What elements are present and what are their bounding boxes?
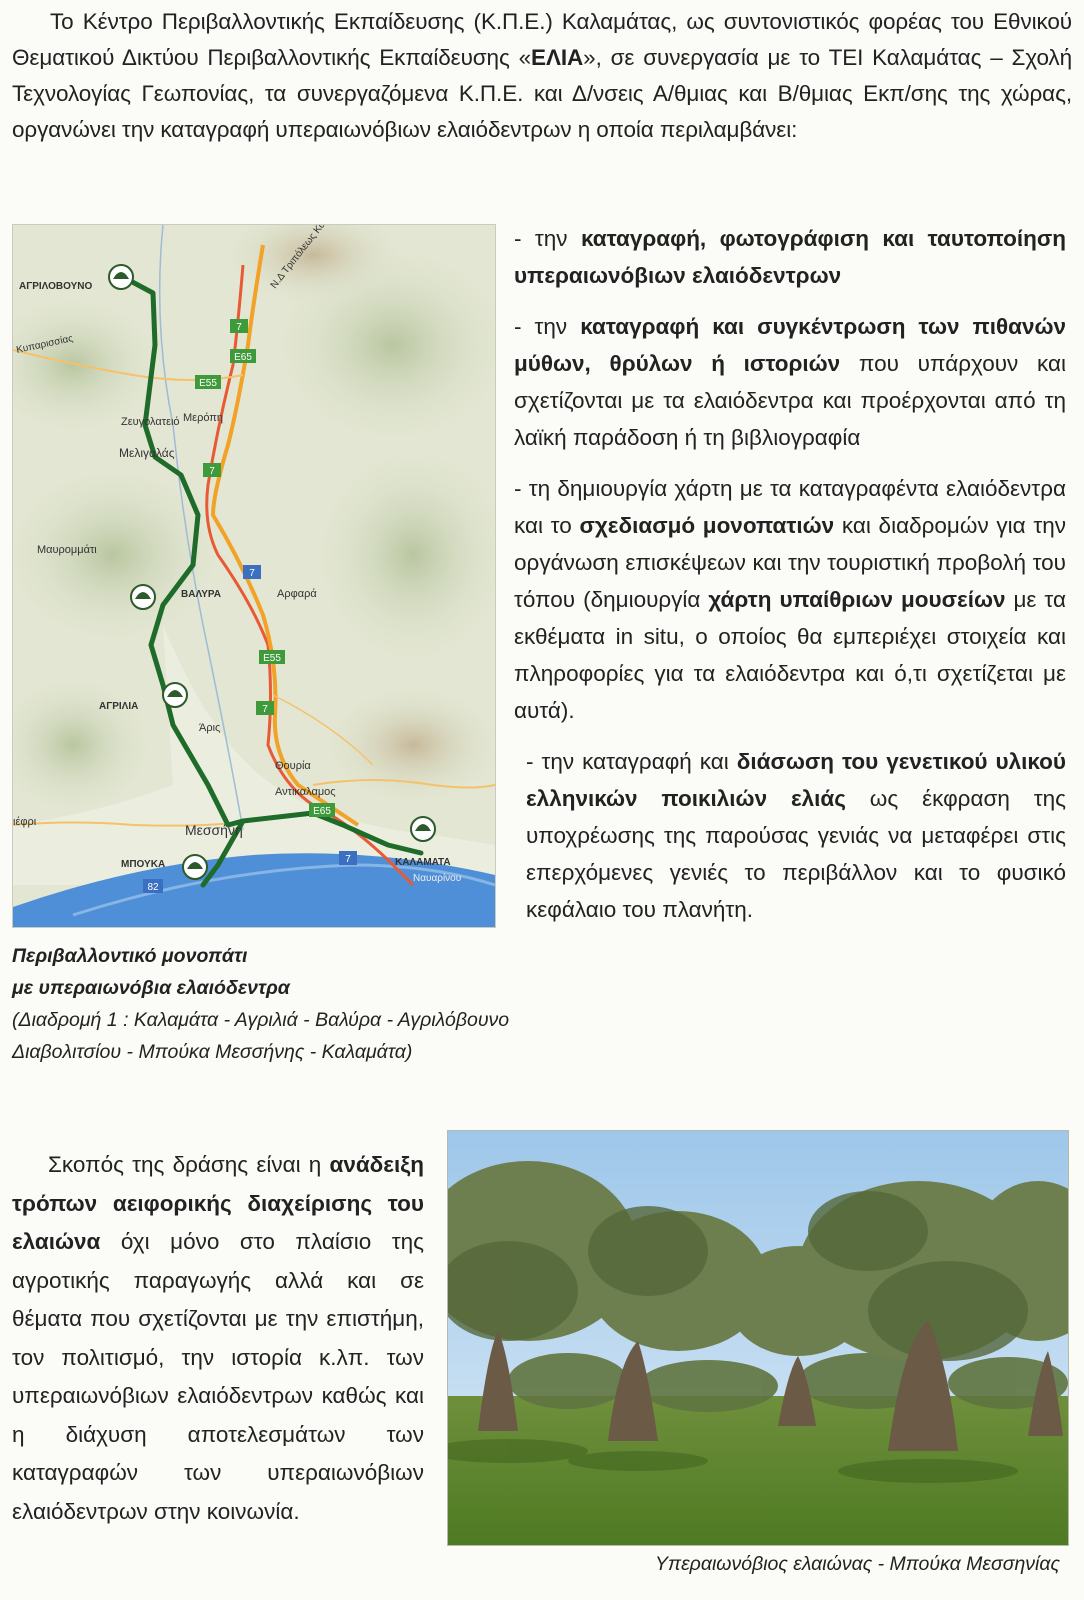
intro-paragraph xyxy=(12,4,1072,148)
label-mpouka: ΜΠΟΥΚΑ xyxy=(121,859,166,870)
svg-text:7: 7 xyxy=(345,854,351,865)
marker-valyra xyxy=(131,585,155,609)
marker-kalamata xyxy=(411,817,435,841)
text-segment: ως έκφραση της υποχρέωσης της παρούσας γενιάς να μεταφέρει στις επερχόμενες γενιές το περιβάλλον και το φυσικό κεφάλαιο του πλανήτη. xyxy=(526,786,1066,922)
marker-agrilovouno xyxy=(109,265,133,289)
text-segment: με τα εκθέματα in situ, ο οποίος θα εμπεριέχει στοιχεία και πληροφορίες για τα ελαιόδεντρα και ό,τι σχετίζεται με αυτά). xyxy=(514,587,1067,723)
label-messini: Μεσσήνη xyxy=(185,822,243,838)
label-agrilia: ΑΓΡΙΛΙΑ xyxy=(99,701,139,712)
road-badge-e65b xyxy=(309,803,335,817)
label-kalamata: ΚΑΛΑΜΑΤΑ xyxy=(395,857,451,868)
svg-text:E55: E55 xyxy=(263,653,281,664)
text-segment: - τη δημιουργία χάρτη με τα καταγραφέντα ελαιόδεντρα και το xyxy=(514,476,1066,538)
text-segment: Το Κέντρο Περιβαλλοντικής Εκπαίδευσης (Κ.Π.Ε.) Καλαμάτας, ως συντονιστικός φορέας του Εθνικού Θεματικού Δικτύου Περιβαλλοντικής Εκπαίδευσης « xyxy=(12,9,1072,70)
label-kyparissias: Κυπαρισσίας xyxy=(15,333,75,356)
svg-text:7: 7 xyxy=(249,568,255,579)
svg-text:E55: E55 xyxy=(199,378,217,389)
road-badge-7e xyxy=(339,851,357,865)
bold-text: χάρτη υπαίθριων μουσείων xyxy=(708,587,1006,612)
road-badge-e55b xyxy=(259,650,285,664)
label-efri: ιέφρι xyxy=(13,816,37,828)
label-zevgolatio: Ζευγολατειό xyxy=(121,416,180,428)
scope-paragraph xyxy=(12,1146,424,1531)
bold-text: ανάδειξη τρόπων αειφορικής διαχείρισης του ελαιώνα xyxy=(12,1152,424,1254)
olive-grove-photo xyxy=(447,1130,1069,1546)
label-aris: Άρις xyxy=(199,722,221,734)
bold-text: σχεδιασμό μονοπατιών xyxy=(579,513,835,538)
label-mavrommati: Μαυρομμάτι xyxy=(37,544,97,556)
route-map xyxy=(12,224,496,928)
svg-text:7: 7 xyxy=(209,466,215,477)
text-segment: - την καταγραφή και xyxy=(526,749,737,774)
bold-text: διάσωση του γενετικού υλικού ελληνικών ποικιλιών ελιάς xyxy=(526,749,1066,811)
label-antikalamos: Αντικαλαμος xyxy=(275,786,336,798)
photo-caption: Υπεραιωνόβιος ελαιώνας - Μπούκα Μεσσηνίας xyxy=(655,1553,1060,1575)
text-segment: - την xyxy=(514,226,581,251)
text-segment: », σε συνεργασία με το ΤΕΙ Καλαμάτας – Σχολή Τεχνολογίας Γεωπονίας, τα συνεργαζόμενα Κ.Π.Ε. και Δ/νσεις Α/θμιας και Β/θμιας Εκπ/σης της χώρας, οργανώνει την καταγραφή υπεραιωνόβιων ελαιόδεντρων η οποία περιλαμβάνει: xyxy=(12,45,1072,142)
road-badge-7c xyxy=(243,565,261,579)
road-badge-7b xyxy=(203,463,221,477)
label-meligalas: Μελιγαλάς xyxy=(119,446,175,460)
list-item xyxy=(514,220,1066,294)
road-badge-82 xyxy=(143,879,163,893)
map-graphic xyxy=(13,225,495,927)
road-badge-e55 xyxy=(195,375,221,389)
text-segment: όχι μόνο στο πλαίσιο της αγροτικής παραγωγής αλλά και σε θέματα που σχετίζονται με την επιστήμη, τον πολιτισμό, την ιστορία κ.λπ. των υπεραιωνόβιων ελαιόδεντρων καθώς και η διάχυση αποτελεσμάτων των καταγραφών των υπεραιωνόβιων ελαιόδεντρων στην κοινωνία. xyxy=(12,1229,424,1524)
svg-text:7: 7 xyxy=(236,322,242,333)
label-navarinou: Ναυαρίνου xyxy=(413,873,462,884)
activities-list xyxy=(514,220,1066,942)
list-item xyxy=(514,743,1066,928)
text-segment: Σκοπός της δράσης είναι η xyxy=(48,1152,330,1177)
scope-text xyxy=(12,1146,424,1531)
map-caption-title-1: Περιβαλλοντικό μονοπάτι xyxy=(12,945,248,967)
label-thouria: Θουρία xyxy=(275,760,311,772)
label-valyra: ΒΑΛΥΡΑ xyxy=(181,589,222,600)
intro-text xyxy=(12,4,1072,148)
label-arfara: Αρφαρά xyxy=(277,588,317,600)
marker-agrilia xyxy=(163,683,187,707)
label-meropi: Μερόπη xyxy=(183,412,223,424)
map-caption-title-2: με υπεραιωνόβια ελαιόδεντρα xyxy=(12,977,290,999)
text-segment: που υπάρχουν και σχετίζονται με τα ελαιόδεντρα και προέρχονται από τη λαϊκή παράδοση ή τη βιβλιογραφία xyxy=(514,351,1066,450)
svg-text:7: 7 xyxy=(262,704,268,715)
road-badge-e65 xyxy=(230,349,256,363)
text-segment: - την xyxy=(514,314,581,339)
svg-text:E65: E65 xyxy=(313,806,331,817)
bold-text: ΕΛΙΑ xyxy=(531,45,584,70)
list-item xyxy=(514,308,1066,456)
map-caption-route-2: Διαβολιτσίου - Μπούκα Μεσσήνης - Καλαμάτα) xyxy=(12,1041,413,1063)
bold-text: καταγραφή και συγκέντρωση των πιθανών μύθων, θρύλων ή ιστοριών xyxy=(514,314,1067,376)
road-badge-7d xyxy=(256,701,274,715)
olive-grove-image xyxy=(448,1131,1068,1545)
map-caption xyxy=(12,940,512,1068)
map-caption-route-1: (Διαδρομή 1 : Καλαμάτα - Αγριλιά - Βαλύρα - Αγριλόβουνο xyxy=(12,1009,510,1031)
svg-text:82: 82 xyxy=(147,882,159,893)
bold-text: καταγραφή, φωτογράφιση και ταυτοποίηση υπεραιωνόβιων ελαιόδεντρων xyxy=(514,226,1066,288)
label-agrilovouno: ΑΓΡΙΛΟΒΟΥΝΟ xyxy=(19,281,93,292)
road-badge-7 xyxy=(230,319,248,333)
svg-text:E65: E65 xyxy=(234,352,252,363)
text-segment: και διαδρομών για την οργάνωση επισκέψεων και την τουριστική προβολή του τόπου (δημιουργία xyxy=(514,513,1066,612)
marker-mpouka xyxy=(183,855,207,879)
list-item xyxy=(514,470,1066,729)
